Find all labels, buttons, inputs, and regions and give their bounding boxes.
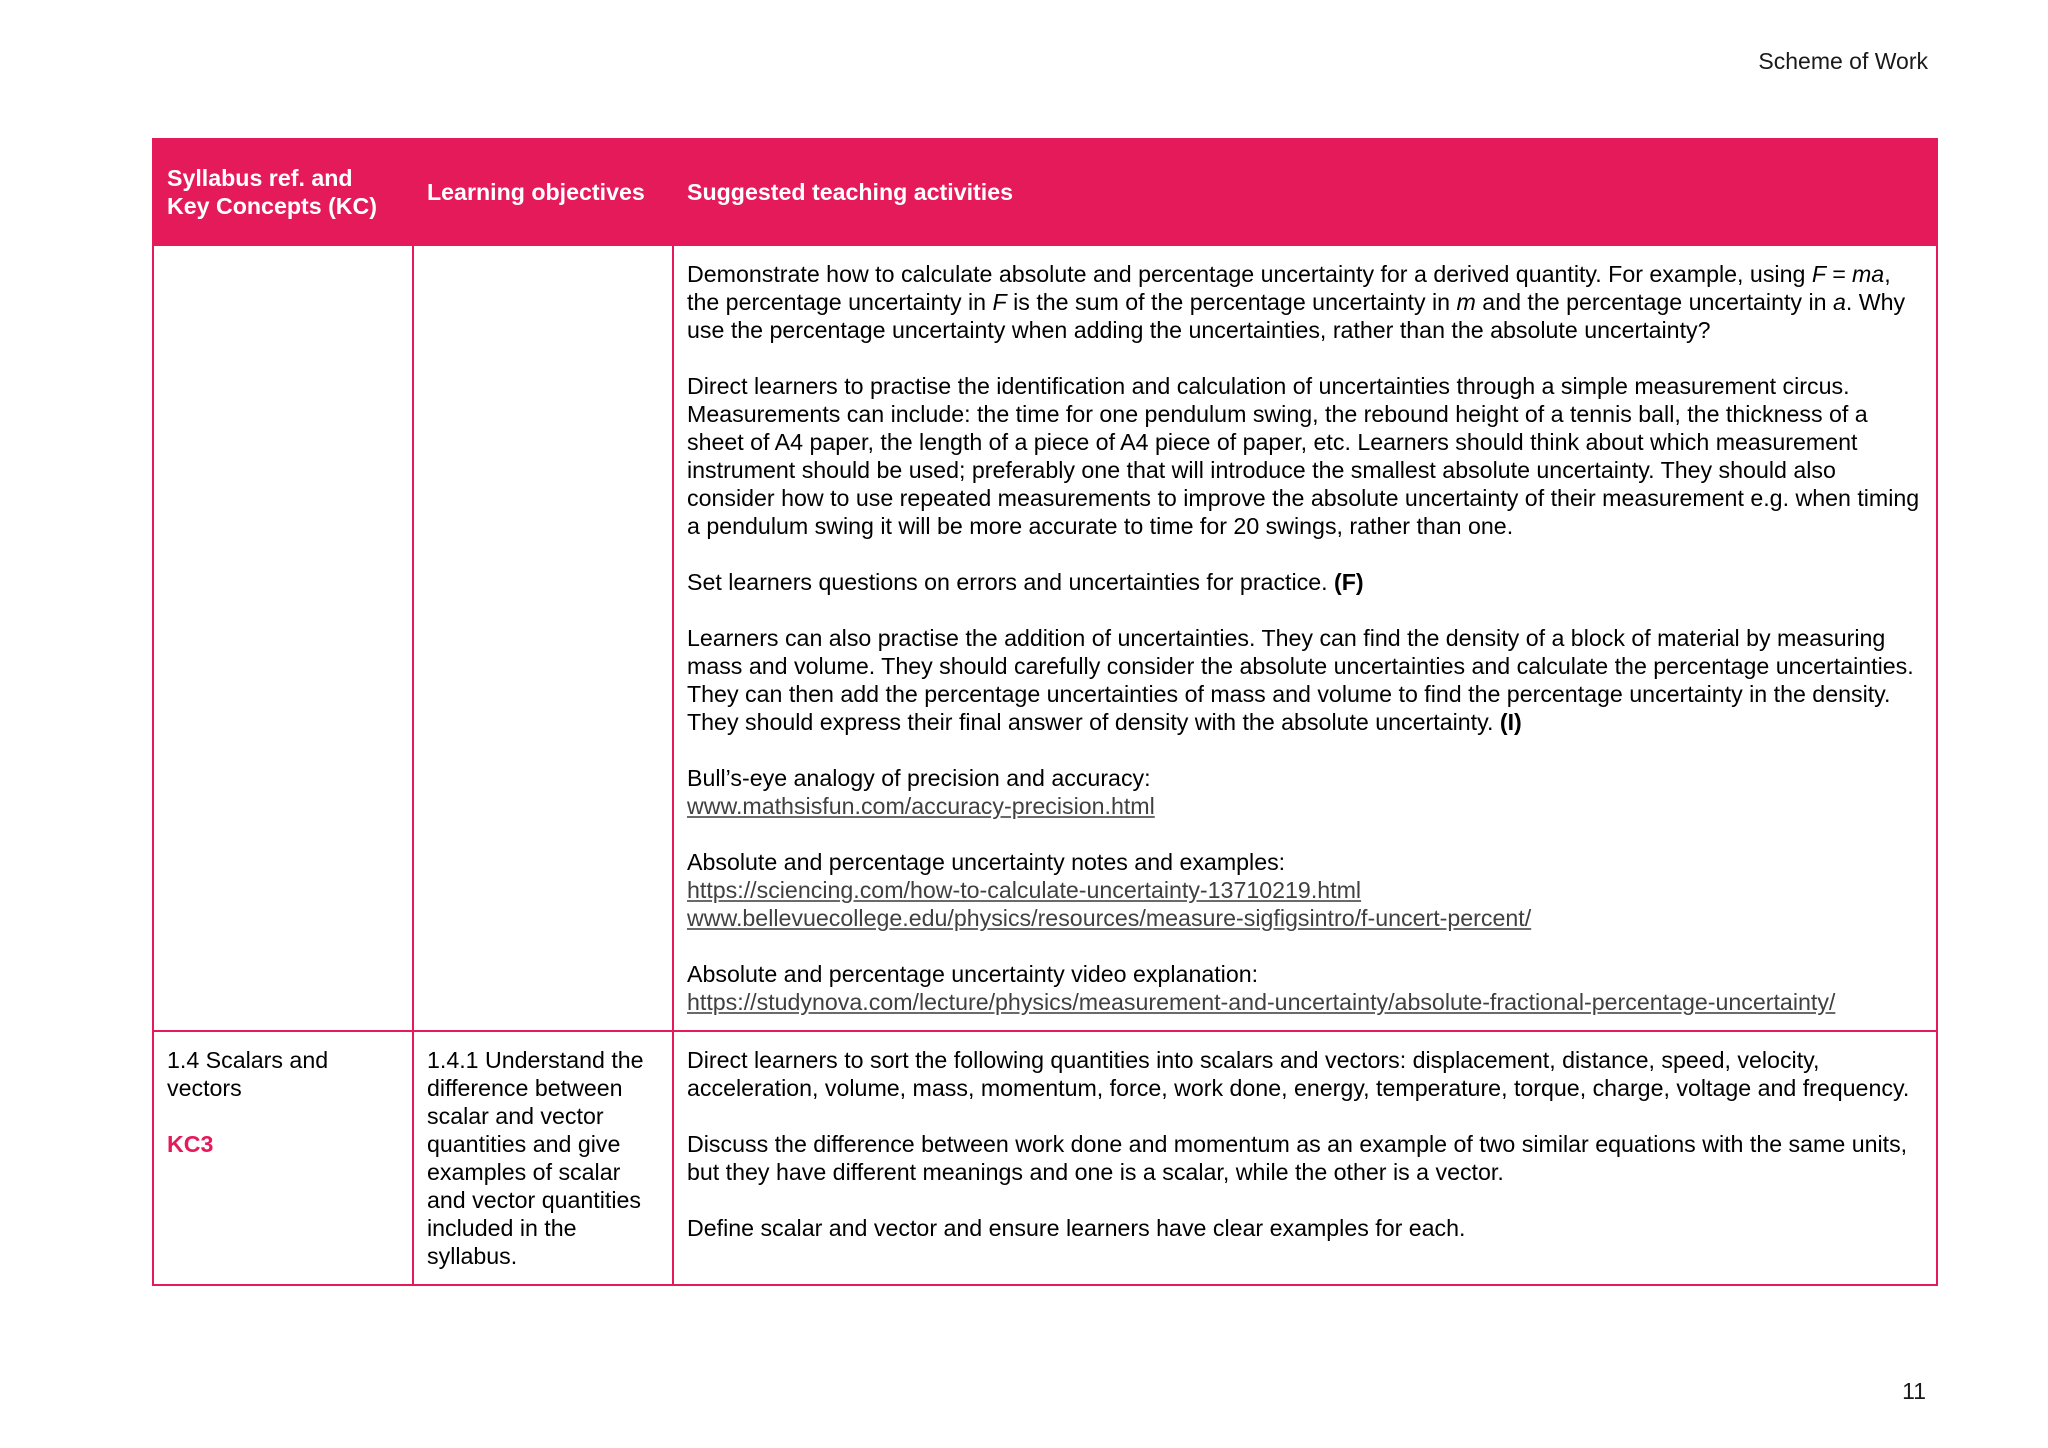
activity-paragraph-density-uncertainty: Learners can also practise the addition of uncertainties. They can find the density of a block of material by measuring mass and volume. They should carefully consider the absolute uncertainties and calculate the percentage uncertainties. They can then add the percentage uncertainties of mass and volume to find the percentage uncertainty in the density. They should express their final answer of density with the absolute uncertainty. (I) [687,625,1914,735]
header-syllabus-ref [153,139,413,245]
independent-tag: (I) [1499,709,1522,735]
link-bellevuecollege[interactable]: www.bellevuecollege.edu/physics/resources/measure-sigfigsintro/f-uncert-percent/ [687,905,1532,931]
header-syllabus-ref-line2: Key Concepts (KC) [167,193,378,219]
activity-paragraph-practice-questions: Set learners questions on errors and uncertainties for practice. (F) [687,569,1364,595]
key-concept-label: KC3 [167,1131,214,1157]
table-row [153,245,1937,1031]
learning-objective-text: 1.4.1 Understand the difference between scalar and vector quantities and give examples of scalar and vector quantities included in the syllabus. [427,1047,644,1269]
row1-activities-cell [673,245,1937,1031]
activity-paragraph-define-scalar-vector: Define scalar and vector and ensure learners have clear examples for each. [687,1215,1466,1241]
syllabus-ref-text: 1.4 Scalars and vectors [167,1047,329,1101]
formative-tag: (F) [1334,569,1364,595]
resource-video-explanation: Absolute and percentage uncertainty video explanation: https://studynova.com/lecture/physics/measurement-and-uncertainty/absolute-fractional-percentage-uncertainty/ [687,960,1923,1016]
link-mathsisfun[interactable]: www.mathsisfun.com/accuracy-precision.html [687,793,1155,819]
row2-activities-cell [673,1031,1937,1285]
activity-paragraph-work-momentum: Discuss the difference between work done and momentum as an example of two similar equations with the same units, but they have different meanings and one is a scalar, while the other is a vector. [687,1131,1908,1185]
link-studynova[interactable]: https://studynova.com/lecture/physics/measurement-and-uncertainty/absolute-fractional-percentage-uncertainty/ [687,989,1836,1015]
activity-paragraph-sort-quantities: Direct learners to sort the following quantities into scalars and vectors: displacement, distance, speed, velocity, acceleration, volume, mass, momentum, force, work done, energy, temperature, torque, charge, voltage and frequency. [687,1047,1910,1101]
resource-bullseye: Bull’s-eye analogy of precision and accuracy: www.mathsisfun.com/accuracy-precision.html [687,764,1923,820]
scheme-of-work-table [152,138,1938,1286]
row2-objectives-cell [413,1031,673,1285]
table-row [153,1031,1937,1285]
header-teaching-activities: Suggested teaching activities [673,139,1937,245]
table-header-row [153,139,1937,245]
page-header-title: Scheme of Work [1758,48,1928,74]
activity-paragraph-measurement-circus: Direct learners to practise the identification and calculation of uncertainties through a simple measurement circus. Measurements can include: the time for one pendulum swing, the rebound height of a tennis ball, the thickness of a sheet of A4 paper, the length of a piece of A4 piece of paper, etc. Learners should think about which measurement instrument should be used; preferably one that will introduce the smallest absolute uncertainty. They should also consider how to use repeated measurements to improve the absolute uncertainty of their measurement e.g. when timing a pendulum swing it will be more accurate to time for 20 swings, rather than one. [687,373,1920,539]
page-number: 11 [1902,1378,1926,1404]
header-syllabus-ref-line1: Syllabus ref. and [167,165,353,191]
header-learning-objectives: Learning objectives [413,139,673,245]
row1-syllabus-cell [153,245,413,1031]
row1-objectives-cell [413,245,673,1031]
link-sciencing[interactable]: https://sciencing.com/how-to-calculate-uncertainty-13710219.html [687,877,1362,903]
resource-uncertainty-notes: Absolute and percentage uncertainty notes and examples: https://sciencing.com/how-to-calculate-uncertainty-13710219.html www.bellevuecollege.edu/physics/resources/measure-sigfigsintro/f-uncert-percent/ [687,848,1923,932]
row2-syllabus-cell [153,1031,413,1285]
activity-paragraph-uncertainty-derived: Demonstrate how to calculate absolute and percentage uncertainty for a derived quantity. For example, using F = ma, the percentage uncertainty in F is the sum of the percentage uncertainty in m and the percentage uncertainty in a. Why use the percentage uncertainty when adding the uncertainties, rather than the absolute uncertainty? [687,261,1906,343]
